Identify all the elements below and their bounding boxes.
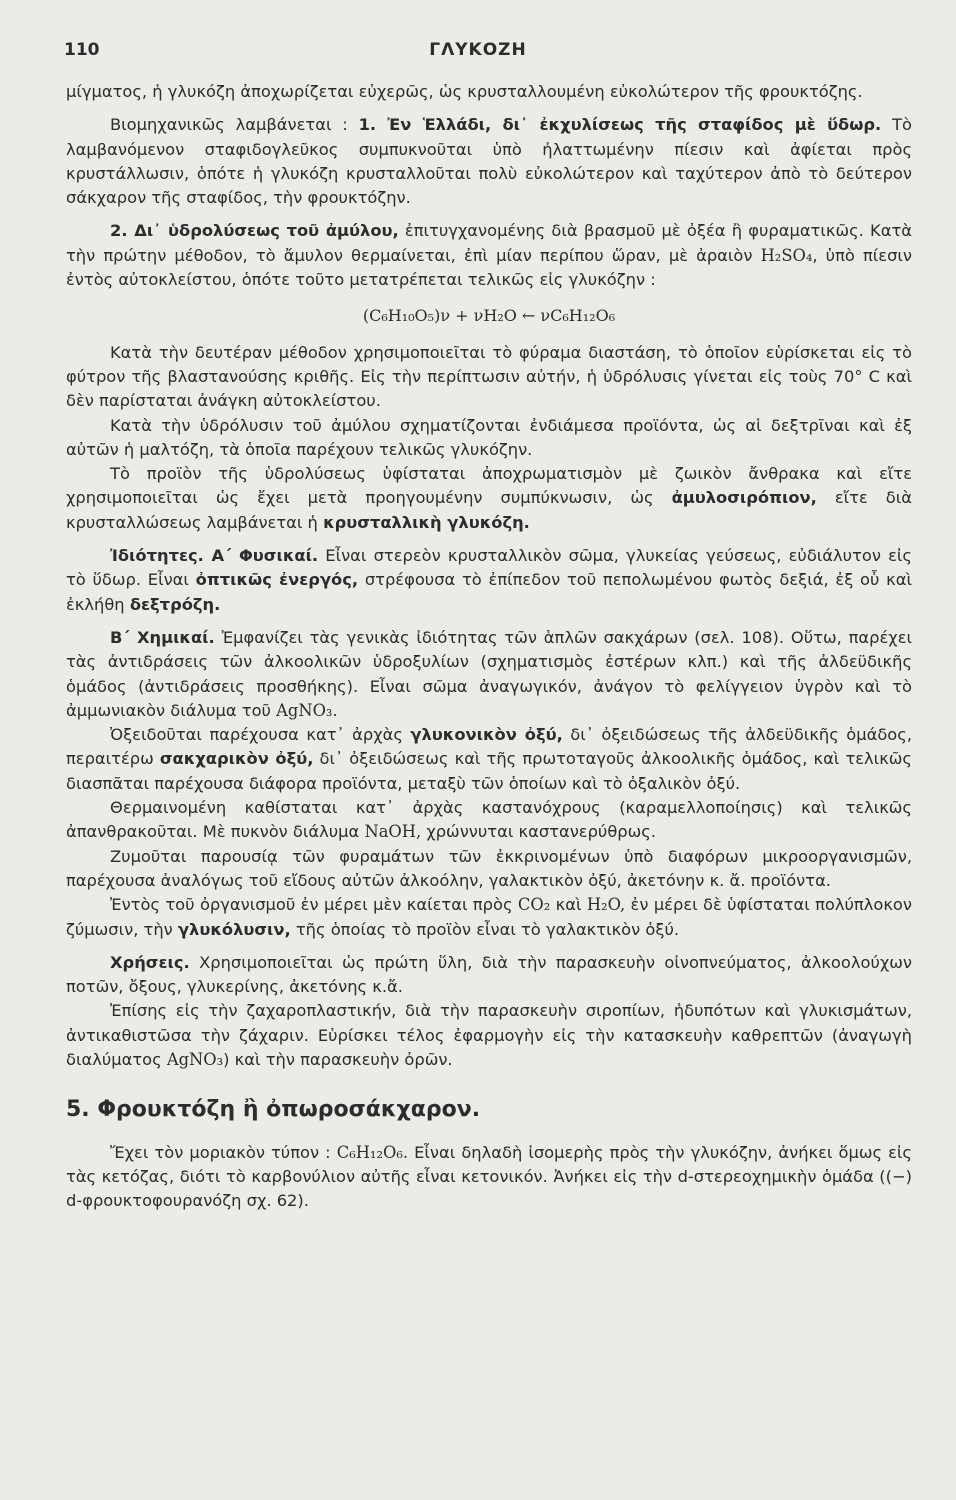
section-heading-fructose: 5. Φρουκτόζη ἢ ὀπωροσάκχαρον.: [66, 1097, 481, 1123]
heat-text-a: Θερμαινομένη καθίσταται κατ᾽ ἀρχὰς καστανόχρους (καραμελλοποίησις) καὶ τελικῶς ἀπανθρακοῦται. Μὲ πυκνὸν διάλυμα: [66, 798, 912, 842]
term-optically-active: ὀπτικῶς ἐνεργός,: [195, 570, 359, 590]
page-body: [66, 80, 912, 1213]
formula-co2: CO₂: [517, 895, 551, 915]
paragraph-heating: [66, 796, 912, 845]
uses2-text-b: ) καὶ τὴν παρασκευὴν ὀρῶν.: [223, 1049, 453, 1069]
ox-text-c: δι᾽ ὀξειδώσεως καὶ τῆς πρωτοταγοῦς ἀλκοολικῆς ὁμάδος, καὶ τελικῶς διασπᾶται παρέχουσα διάφορα προϊόντα, μεταξὺ τῶν ὁποίων καὶ τὸ ὀξαλικὸν ὀξύ.: [66, 749, 912, 793]
chem-text-b: .: [332, 700, 338, 720]
page-header: [0, 40, 956, 64]
ox-text-b: δι᾽ ὀξειδώσεως τῆς ἀλδεϋδικῆς ὁμάδος, περαιτέρω: [66, 725, 912, 769]
term-glycolysis: γλυκόλυσιν,: [177, 919, 291, 939]
paragraph-industrial: [66, 113, 912, 210]
paragraph-chemical-properties: [66, 626, 912, 723]
chem-text-a: Ἐμφανίζει τὰς γενικὰς ἰδιότητας τῶν ἁπλῶν σακχάρων (σελ. 108). Οὕτω, παρέχει τὰς ἀντιδράσεις τῶν ἀλκοολικῶν ὑδροξυλίων (σχηματισμὸς ἐστέρων κλπ.) καὶ τῆς ἀλδεϋδικῆς ὁμάδος (ἀντιδράσεις προσθήκης). Εἶναι σῶμα ἀναγωγικόν, ἀνάγον τὸ φελίγγειον ὑγρὸν καὶ τὸ ἀμμωνιακὸν διάλυμα τοῦ: [66, 627, 912, 720]
paragraph-physical-properties: [66, 544, 912, 617]
paragraph-decolorization: [66, 462, 912, 535]
paragraph-second-method: Κατὰ τὴν δευτέραν μέθοδον χρησιμοποιεῖται τὸ φύραμα διαστάση, τὸ ὁποῖον εὑρίσκεται εἰς τὸ φύτρον τῆς βλαστανούσης κριθῆς. Εἰς τὴν περίπτωσιν αὐτήν, ἡ ὑδρόλυσις γίνεται εἰς τοὺς 70° C καὶ δὲν παρίσταται ἀνάγκη αὐτοκλείστου.: [66, 342, 912, 411]
org-text-d: τῆς ὁποίας τὸ προϊὸν εἶναι τὸ γαλακτικὸν ὀξύ.: [290, 919, 680, 939]
props-text-b: στρέφουσα τὸ ἐπίπεδον τοῦ πεπολωμένου φωτὸς δεξιά, ἐξ οὗ καὶ ἐκλήθη: [66, 570, 912, 614]
term-dextrose: δεξτρόζη.: [129, 594, 221, 614]
formula-h2o: H₂O,: [586, 895, 626, 915]
properties-heading: Ἰδιότητες. Α΄ Φυσικαί.: [110, 546, 319, 566]
paragraph-organism: [66, 893, 912, 942]
running-title: ΓΛΥΚΟΖΗ: [429, 40, 527, 60]
org-text-c: ἐν μέρει δὲ ὑφίσταται πολύπλοκον ζύμωσιν, τὴν: [66, 895, 912, 939]
term-starch-syrup: ἀμυλοσιρόπιον,: [671, 488, 817, 508]
uses2-text-a: Ἐπίσης εἰς τὴν ζαχαροπλαστικήν, διὰ τὴν παρασκευὴν σιροπίων, ἡδυπότων καὶ γλυκισμάτων, ἀντικαθιστῶσα τὴν ζάχαριν. Εὑρίσκει τέλος ἐφαρμογὴν εἰς τὴν κατασκευὴν καθρεπτῶν (ἀναγωγὴ διαλύματος: [66, 1001, 912, 1069]
formula-h2so4: H₂SO₄: [760, 245, 813, 265]
org-text-b: καὶ: [550, 895, 587, 915]
paragraph-uses-2: [66, 999, 912, 1072]
uses-text: Χρησιμοποιεῖται ὡς πρώτη ὕλη, διὰ τὴν παρασκευὴν οἰνοπνεύματος, ἀλκοολούχων ποτῶν, ὄξους, γλυκερίνης, ἀκετόνης κ.ἄ.: [66, 952, 912, 997]
uses-heading: Χρήσεις.: [110, 952, 190, 972]
method-1-text: Τὸ λαμβανόμενον σταφιδογλεῦκος συμπυκνοῦται ὑπὸ ἠλαττωμένην πίεσιν καὶ ἀφίεται πρὸς κρυστάλλωσιν, ὁπότε ἡ γλυκόζη κρυσταλλοῦται πολὺ εὐκολώτερον καὶ ταχύτερον ἀπὸ τὸ δεύτερον σάκχαρον τῆς σταφίδος, τὴν φρουκτόζην.: [66, 115, 912, 208]
ox-text-a: Ὀξειδοῦται παρέχουσα κατ᾽ ἀρχὰς: [110, 725, 411, 745]
reaction-equation: (C₆H₁₀O₅)ν + νH₂O ← νC₆H₁₂O₆: [362, 306, 616, 326]
org-text-a: Ἐντὸς τοῦ ὀργανισμοῦ ἐν μέρει μὲν καίεται πρὸς: [110, 895, 518, 915]
decol-text-b: εἴτε διὰ κρυσταλλώσεως λαμβάνεται ἡ: [66, 488, 913, 532]
paragraph-fermentation: Ζυμοῦται παρουσίᾳ τῶν φυραμάτων τῶν ἐκκρινομένων ὑπὸ διαφόρων μικροοργανισμῶν, παρέχουσα ἀναλόγως τοῦ εἴδους αὐτῶν ἀλκοόλην, γαλακτικὸν ὀξύ, ἀκετόνην κ. ἄ. προϊόντα.: [66, 846, 912, 890]
heat-text-b: χρώννυται καστανερύθρως.: [421, 822, 657, 842]
fruct-text-a: Ἔχει τὸν μοριακὸν τύπον :: [110, 1142, 337, 1162]
paragraph-oxidation: [66, 723, 912, 796]
formula-c6h12o6: C₆H₁₂O₆.: [336, 1142, 409, 1162]
formula-agno3-2: AgNO₃: [166, 1049, 224, 1069]
term-crystalline-glucose: κρυσταλλικὴ γλυκόζη.: [323, 512, 530, 532]
props-text-a: Εἶναι στερεὸν κρυσταλλικὸν σῶμα, γλυκείας γεύσεως, εὐδιάλυτον εἰς τὸ ὕδωρ. Εἶναι: [66, 546, 912, 590]
page-number: 110: [64, 40, 100, 60]
formula-naoh: NaOH,: [364, 822, 422, 842]
paragraph-fructose: [66, 1141, 912, 1214]
term-saccharic-acid: σακχαρικὸν ὀξύ,: [159, 749, 314, 769]
industrial-label: Βιομηχανικῶς λαμβάνεται :: [110, 115, 348, 135]
method-2-text-a: ἐπιτυγχανομένης διὰ βρασμοῦ μὲ ὀξέα ἢ φυραματικῶς. Κατὰ τὴν πρώτην μέθοδον, τὸ ἄμυλον θερμαίνεται, ἐπὶ μίαν περίπου ὥραν, μὲ ἀραιὸν: [66, 221, 912, 265]
method-2-text-b: , ὑπὸ πίεσιν ἐντὸς αὐτοκλείστου, ὁπότε τοῦτο μετατρέπεται τελικῶς εἰς γλυκόζην :: [66, 245, 912, 290]
paragraph-intermediates: Κατὰ τὴν ὑδρόλυσιν τοῦ ἀμύλου σχηματίζονται ἐνδιάμεσα προϊόντα, ὡς αἱ δεξτρῖναι καὶ ἐξ αὐτῶν ἡ μαλτόζη, τὰ ὁποῖα παρέχουν τελικῶς γλυκόζην.: [66, 415, 912, 459]
method-2-heading: 2. Δι᾽ ὑδρολύσεως τοῦ ἀμύλου,: [110, 221, 399, 241]
paragraph-uses: [66, 951, 912, 1000]
chemical-heading: Β΄ Χημικαί.: [110, 627, 215, 647]
term-gluconic-acid: γλυκονικὸν ὀξύ,: [410, 725, 563, 745]
method-1-heading: 1. Ἐν Ἑλλάδι, δι᾽ ἐκχυλίσεως τῆς σταφίδος μὲ ὕδωρ.: [358, 115, 882, 135]
paragraph-hydrolysis: [66, 219, 912, 292]
formula-agno3: AgNO₃: [276, 700, 333, 720]
paragraph-continuation: μίγματος, ἡ γλυκόζη ἀποχωρίζεται εὐχερῶς, ὡς κρυσταλλουμένη εὐκολώτερον τῆς φρουκτόζης.: [66, 82, 863, 101]
fruct-text-b: Εἶναι δηλαδὴ ἰσομερὴς πρὸς τὴν γλυκόζην, ἀνήκει ὅμως εἰς τὰς κετόζας, διότι τὸ καρβονύλιον αὐτῆς εἶναι κετονικόν. Ἀνήκει εἰς τὴν d-στερεοχημικὴν ὁμάδα ((−) d-φρουκτοφουρανόζη σχ. 62).: [66, 1142, 912, 1211]
decol-text-a: Τὸ προϊὸν τῆς ὑδρολύσεως ὑφίσταται ἀποχρωματισμὸν μὲ ζωικὸν ἄνθρακα καὶ εἴτε χρησιμοποιεῖται ὡς ἔχει μετὰ προηγουμένην συμπύκνωσιν, ὡς: [66, 464, 912, 508]
